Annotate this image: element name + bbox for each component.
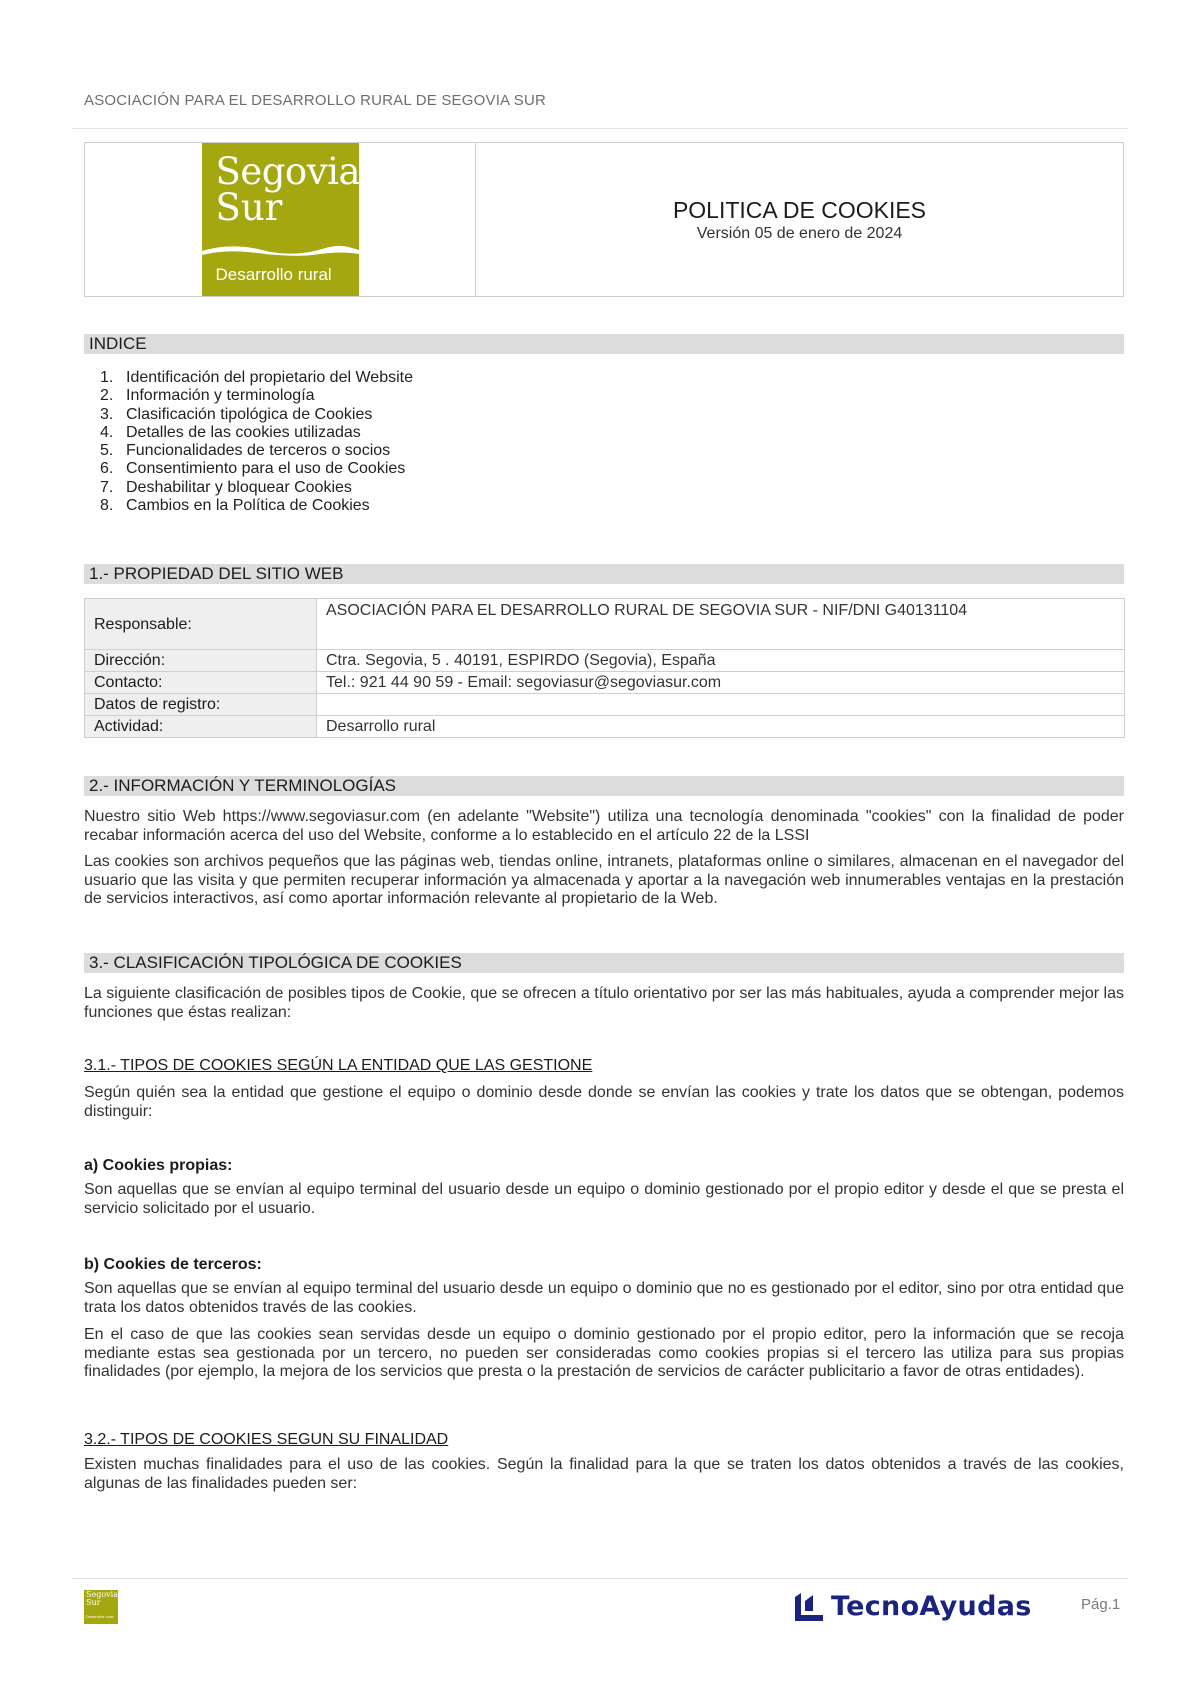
header-title-cell [476, 143, 1123, 296]
table-row [85, 650, 1125, 672]
toc-item: 8. Cambios en la Política de Cookies [100, 497, 370, 515]
subsection-3-1-heading: 3.1.- TIPOS DE COOKIES SEGÚN LA ENTIDAD QUE LAS GESTIONE [84, 1057, 593, 1074]
toc-item: 4. Detalles de las cookies utilizadas [100, 423, 361, 441]
footer-logo-line-2: Sur [86, 1598, 101, 1607]
row-value [317, 694, 1125, 716]
table-of-contents [100, 369, 413, 515]
row-label: Responsable: [85, 599, 317, 650]
logo-wave-icon [202, 241, 359, 263]
table-row [85, 716, 1125, 738]
index-heading: INDICE [84, 334, 1124, 354]
table-row [85, 694, 1125, 716]
row-label: Contacto: [85, 672, 317, 694]
row-value: Desarrollo rural [317, 716, 1125, 738]
toc-item: 2. Información y terminología [100, 387, 315, 405]
header-divider [72, 128, 1128, 129]
header-logo-cell [85, 143, 476, 296]
tecnoayudas-logo-icon [793, 1589, 825, 1623]
page-number: Pág.1 [1081, 1596, 1121, 1613]
section-2-paragraph-2: Las cookies son archivos pequeños que las páginas web, tiendas online, intranets, plataformas online o similares, almacenan en el navegador del usuario que las visita y que permiten recuperar información ya almacenada y aportar a la navegación web innumerables ventajas en la prestación de servicios interactivos, así como aportar información relevante al propietario de la Web. [84, 853, 1124, 907]
third-party-cookies-text-1: Son aquellas que se envían al equipo terminal del usuario desde un equipo o dominio que no es gestionado por el editor, sino por otra entidad que trata los datos obtenidos través de las cookies. [84, 1280, 1124, 1316]
segovia-sur-logo [202, 143, 359, 296]
footer-logo-line-1: Segovia [86, 1590, 118, 1599]
third-party-cookies-text-2: En el caso de que las cookies sean servidas desde un equipo o dominio gestionado por el propio editor, pero la información que se recoja mediante estas sea gestionada por un tercero, no pueden ser consideradas como cookies propias si el tercero las utiliza para sus propias finalidades (por ejemplo, la mejora de los servicios que presta o la prestación de servicios de carácter publicitario a favor de otras entidades). [84, 1326, 1124, 1380]
own-cookies-title: a) Cookies propias: [84, 1157, 233, 1174]
row-label: Datos de registro: [85, 694, 317, 716]
toc-item: 3. Clasificación tipológica de Cookies [100, 405, 373, 423]
brand-name: TecnoAyudas [831, 1590, 1032, 1622]
row-label: Actividad: [85, 716, 317, 738]
section-2-paragraph-1: Nuestro sitio Web https://www.segoviasur.com (en adelante "Website") utiliza una tecnología denominada "cookies" con la finalidad de poder recabar información acerca del uso del Website, conforme a lo establecido en el artículo 22 de la LSSI [84, 808, 1124, 844]
tecnoayudas-brand [793, 1588, 1032, 1624]
section-1-heading: 1.- PROPIEDAD DEL SITIO WEB [84, 564, 1124, 584]
row-value: Tel.: 921 44 90 59 - Email: segoviasur@segoviasur.com [317, 672, 1125, 694]
document-version: Versión 05 de enero de 2024 [696, 224, 903, 242]
subsection-3-1-intro: Según quién sea la entidad que gestione el equipo o dominio desde donde se envían las cookies y trate los datos que se obtengan, podemos distinguir: [84, 1084, 1124, 1120]
logo-line-2: Sur [215, 186, 283, 229]
footer-segovia-sur-logo [84, 1590, 118, 1624]
header-box [84, 142, 1124, 297]
owner-info-table [84, 598, 1125, 738]
organization-header: ASOCIACIÓN PARA EL DESARROLLO RURAL DE SEGOVIA SUR [84, 92, 547, 109]
row-value: Ctra. Segovia, 5 . 40191, ESPIRDO (Segovia), España [317, 650, 1125, 672]
section-3-heading: 3.- CLASIFICACIÓN TIPOLÓGICA DE COOKIES [84, 953, 1124, 973]
own-cookies-text: Son aquellas que se envían al equipo terminal del usuario desde un equipo o dominio gestionado por el propio editor y desde el que se presta el servicio solicitado por el usuario. [84, 1181, 1124, 1217]
table-row [85, 672, 1125, 694]
toc-item: 7. Deshabilitar y bloquear Cookies [100, 478, 352, 496]
table-row [85, 599, 1125, 650]
document-title: POLITICA DE COOKIES [672, 196, 927, 223]
logo-line-1: Segovia [215, 150, 360, 193]
section-2-heading: 2.- INFORMACIÓN Y TERMINOLOGÍAS [84, 776, 1124, 796]
toc-item: 5. Funcionalidades de terceros o socios [100, 442, 391, 460]
row-label: Dirección: [85, 650, 317, 672]
footer-logo-tagline: Desarrollo rural [86, 1614, 114, 1619]
footer-divider [72, 1578, 1128, 1579]
toc-item: 6. Consentimiento para el uso de Cookies [100, 460, 406, 478]
row-value: ASOCIACIÓN PARA EL DESARROLLO RURAL DE SEGOVIA SUR - NIF/DNI G40131104 [317, 599, 1125, 650]
subsection-3-2-intro: Existen muchas finalidades para el uso de las cookies. Según la finalidad para la que se traten los datos obtenidos a través de las cookies, algunas de las finalidades pueden ser: [84, 1456, 1124, 1492]
section-3-intro: La siguiente clasificación de posibles tipos de Cookie, que se ofrecen a título orientativo por ser las más habituales, ayuda a comprender mejor las funciones que éstas realizan: [84, 985, 1124, 1021]
logo-tagline: Desarrollo rural [215, 265, 332, 284]
subsection-3-2-heading: 3.2.- TIPOS DE COOKIES SEGUN SU FINALIDAD [84, 1431, 449, 1448]
toc-item: 1. Identificación del propietario del Website [100, 369, 413, 386]
third-party-cookies-title: b) Cookies de terceros: [84, 1256, 262, 1273]
